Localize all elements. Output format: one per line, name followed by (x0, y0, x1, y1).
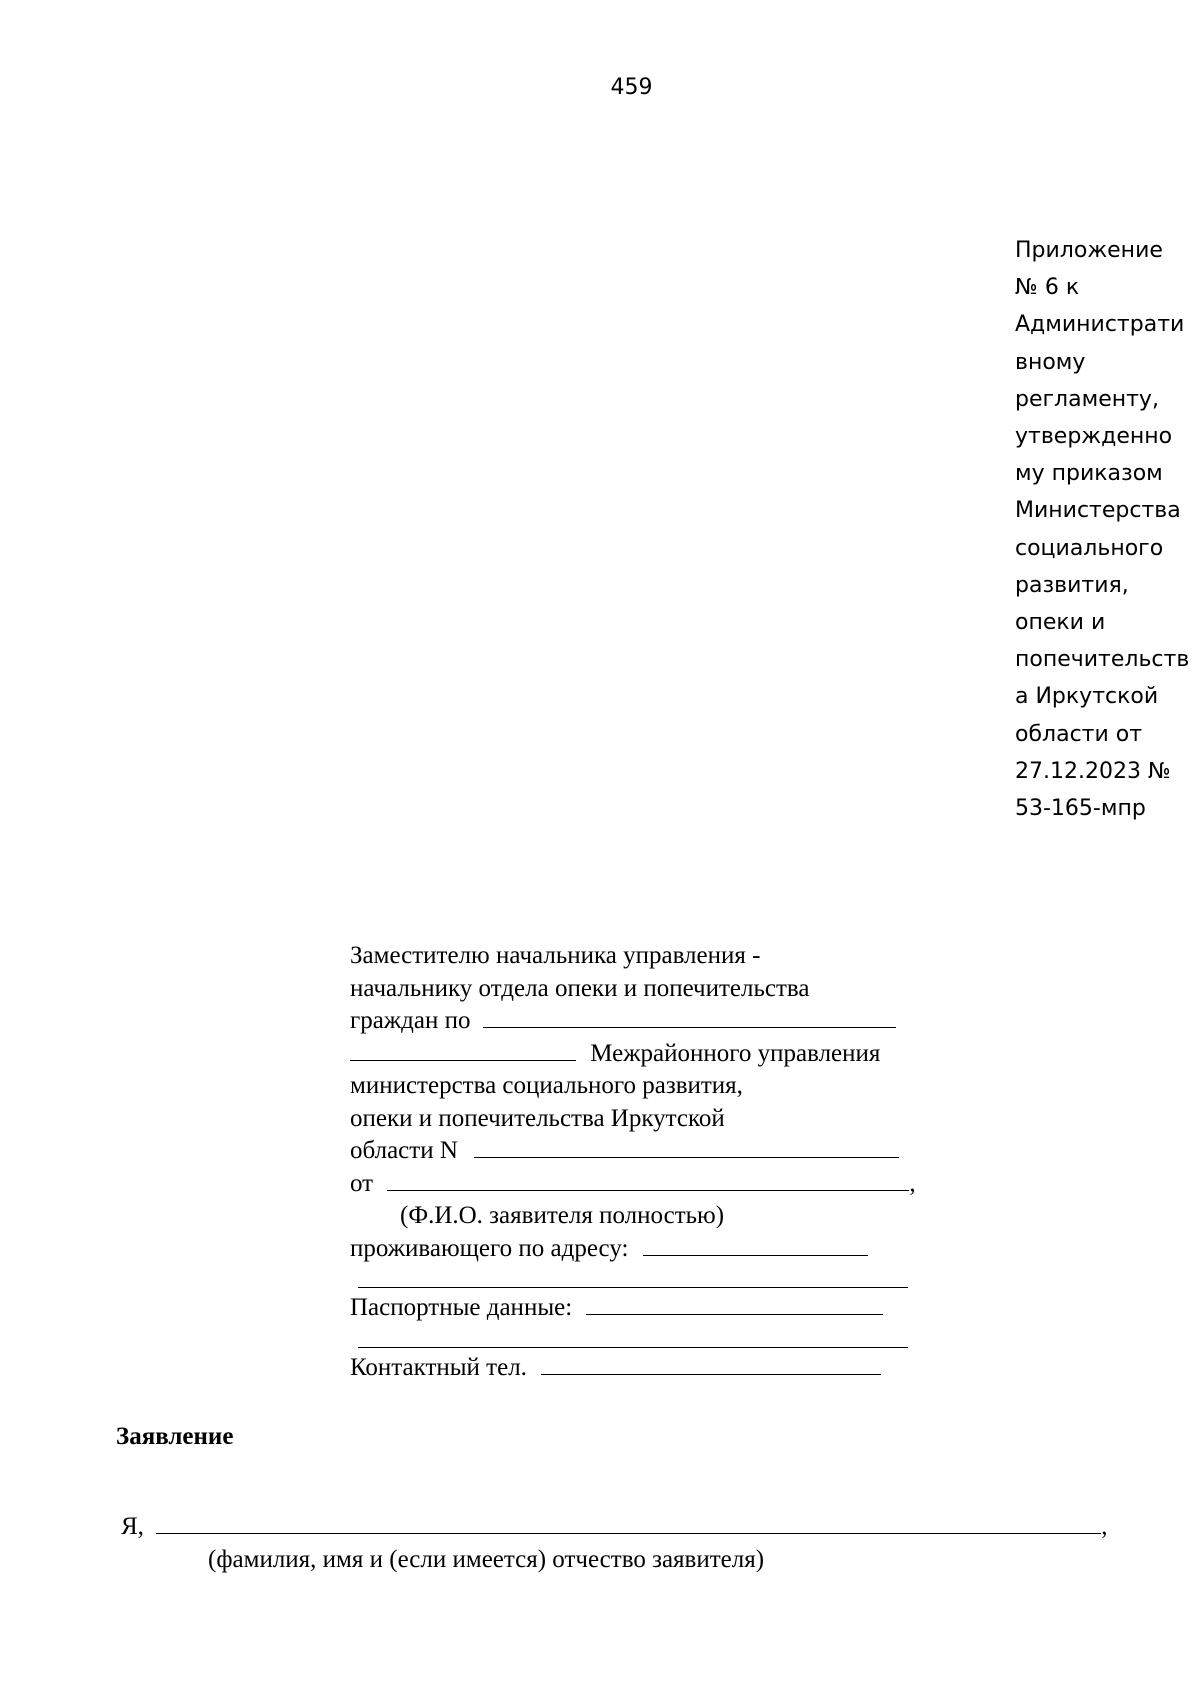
appendix-line: му приказом (1015, 461, 1163, 487)
passport-continuation-blank[interactable] (358, 1325, 908, 1348)
appendix-line: № 6 к (1015, 275, 1080, 301)
address-label: проживающего по адресу: (350, 1234, 629, 1262)
appendix-line: Администрати (1015, 312, 1185, 338)
appendix-line: а Иркутской (1015, 684, 1159, 710)
statement-hint: (фамилия, имя и (если имеется) отчество заявителя) (208, 1546, 765, 1573)
addressee-line: начальнику отдела опеки и попечительства (350, 974, 810, 1002)
appendix-line: 27.12.2023 № (1015, 758, 1171, 784)
statement-name-blank[interactable] (156, 1511, 1101, 1534)
appendix-line: вному (1015, 349, 1086, 375)
applicant-hint: (Ф.И.О. заявителя полностью) (400, 1202, 725, 1229)
appendix-line: 53-165-мпр (1015, 796, 1146, 822)
phone-label: Контактный тел. (350, 1353, 527, 1381)
appendix-line: регламенту, (1015, 386, 1159, 412)
appendix-line: попечительств (1015, 647, 1190, 673)
addressee-line: опеки и попечительства Иркутской (350, 1104, 725, 1132)
department-number-blank[interactable] (350, 1038, 576, 1061)
phone-blank[interactable] (541, 1352, 881, 1375)
passport-row (350, 1292, 950, 1325)
address-blank[interactable] (643, 1233, 868, 1256)
applicant-name-blank[interactable] (387, 1168, 909, 1191)
address-row (350, 1233, 950, 1266)
district-label: граждан по (350, 1007, 471, 1034)
addressee-line: министерства социального развития, (350, 1072, 743, 1099)
appendix-line: Министерства (1015, 498, 1181, 524)
region-number-blank[interactable] (474, 1135, 899, 1158)
addressee-department-row (350, 1038, 950, 1071)
statement-prefix: Я, (121, 1513, 144, 1540)
from-label: от (350, 1169, 374, 1197)
addressee-line: Заместителю начальника управления - (350, 942, 761, 969)
appendix-line: области от (1015, 721, 1143, 747)
appendix-line: опеки и (1015, 610, 1106, 636)
applicant-row (350, 1168, 950, 1201)
region-label: области N (350, 1137, 458, 1164)
passport-blank[interactable] (586, 1292, 883, 1315)
department-label: Межрайонного управления (590, 1039, 881, 1067)
appendix-line: Приложение (1015, 238, 1163, 263)
address-continuation-blank[interactable] (358, 1265, 908, 1288)
addressee-block (350, 940, 950, 1384)
page-number: 459 (610, 75, 653, 100)
passport-label: Паспортные данные: (350, 1294, 573, 1321)
appendix-line: утвержденно (1015, 424, 1173, 450)
phone-row (350, 1352, 950, 1385)
comma: , (909, 1169, 916, 1197)
addressee-region-row (350, 1135, 950, 1168)
district-blank[interactable] (483, 1005, 896, 1028)
appendix-line: развития, (1015, 572, 1129, 598)
appendix-block (1015, 232, 1195, 827)
addressee-district-row (350, 1005, 950, 1038)
statement-heading: Заявление (116, 1423, 234, 1450)
appendix-line: социального (1015, 535, 1164, 561)
statement-comma: , (1101, 1513, 1108, 1540)
statement-applicant-row (121, 1511, 1107, 1543)
